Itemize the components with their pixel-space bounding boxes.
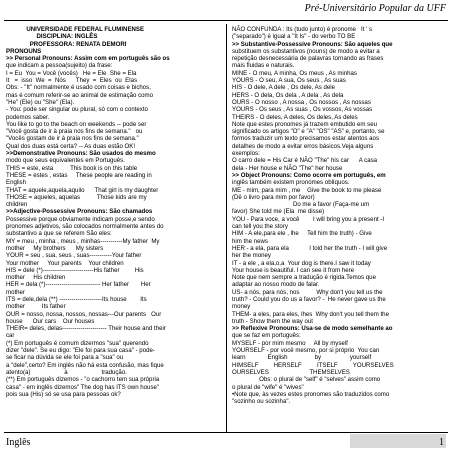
text-line: YOU - Para voce, a você I will bring you a present -I (232, 215, 385, 223)
text-line: casa" - em inglês dizemos" The dog has ITS own house" (6, 383, 160, 391)
text-line: "He" (Ele) ou "She" (Ela). (6, 98, 75, 106)
text-line: dela - Her house e NÃO "The" her house (232, 164, 343, 172)
text-line: I = Eu You = Você (vocês) He = Ele She = Ela (6, 69, 137, 77)
text-line: IT - a ele , a ela,o,a Your dog is there.I saw it today (232, 259, 371, 267)
text-line: substituem os substantivos (nouns) de modo a evitar a (232, 47, 380, 55)
text-line: formos traduzir um texto precisamos estar atentos aos (232, 135, 379, 143)
text-line: OURS - O nosso , A nossa , Os nossos , As nossas (232, 98, 371, 106)
text-line: OUR = nosso, nossa, nossos, nossas---Our parents Our (6, 310, 162, 318)
text-line: (**) Em português dizemos - "o cachorro tem sua própria (6, 376, 160, 384)
text-line: Obs: o plural de "self" é "selves" assim como (232, 376, 381, 384)
page-number: 1 (439, 437, 444, 448)
text-line: THEM- a eles, para eles, lhes Why don't you tell them the (232, 310, 389, 318)
text-line: mas é comum referir-se ao animal de estimação como (6, 91, 153, 99)
text-line: Do me a favor (Faça-me um (232, 201, 370, 209)
text-line: money (232, 303, 251, 311)
text-line: car (6, 332, 15, 340)
footer-subject: Inglês (6, 437, 31, 448)
text-line: dizer "dele". Se eu digo: "Ele foi para sua casa" - pode- (6, 347, 155, 355)
text-line: Your house is beautiful. I can see it from here (232, 266, 355, 274)
text-line: YOURS - Os seus , As suas , Os vossos, As vossas (232, 106, 373, 114)
text-line: mother His children (6, 274, 66, 282)
text-line: English (6, 179, 26, 187)
text-line: ITS = dele,dela (**) ---------------------Its house Its (6, 295, 147, 303)
text-line: O carro dele = His Car é NÃO "The" his car A casa (232, 157, 378, 165)
text-line: favor) She told me (Ela me disse) (232, 208, 325, 216)
text-line: mother (6, 288, 25, 296)
text-line: (Dê o livro para mim por favor) (232, 193, 315, 201)
text-line: THIS = este, esta This book is on this table (6, 164, 138, 172)
text-line: (*) Em português é comum dizermos "sua" querendo (6, 339, 149, 347)
page-footer (0, 435, 452, 452)
text-line: significado os artigos "O" e "A" "OS" "AS" e, portanto, se (232, 128, 385, 136)
text-line: UNIVERSIDADE FEDERAL FLUMINENSE (6, 26, 145, 33)
text-line: se ficar na dúvida se ele foi para a "sua" ou (6, 354, 124, 362)
text-line: HIS = dele (*)-------------------------His father His (6, 266, 144, 274)
text-line: mother My brothers My sisters (6, 244, 104, 252)
page-header (0, 0, 452, 20)
text-line: repetição desnecessária de palavras tornando as frases (232, 55, 384, 63)
text-line: learn English by yourself (232, 354, 372, 362)
text-line: "Você gosta de ir à praia nos fins de semana." ou (6, 128, 143, 136)
text-line: podemos saber. (6, 113, 50, 121)
text-line: THEIR= deles, delas---------------------- Their house and their (6, 325, 166, 333)
header-rule (4, 20, 448, 21)
text-line: him the news (232, 237, 268, 245)
text-line: Obs: - "It" normalmente é usado com coisas e bichos, (6, 84, 151, 92)
text-line: DISCIPLINA: INGLÊS (6, 33, 98, 41)
text-line: YOUR = seu , sua, seus , suas-----------Your father (6, 252, 142, 260)
text-line: YOURS - O seu, A sua, Os seus , As suas (232, 77, 346, 85)
text-line: que se faz em português: (232, 332, 301, 340)
text-line: >>Demonstrative Pronouns: São usados do mesmo (6, 150, 156, 158)
text-line: truth - Show them the way out (232, 317, 313, 325)
text-line: MINE - O meu, A minha, Os meus , As minhas (232, 69, 357, 77)
text-line: Qual dos duas está certa? -- As duas estão OK! (6, 142, 136, 150)
text-line: HIM - A ele,para ele , lhe Tell him the truth) - Give (232, 230, 372, 238)
text-line: can tell you the story (232, 223, 288, 231)
text-line: pronomes adjetivos, são colocados normalmente antes do (6, 223, 164, 231)
text-line: >> Object Pronouns: Como ocorre em português, em (232, 171, 386, 179)
text-line: detalhes de modo a evitar erros básicos.Veja alguns (232, 142, 374, 150)
text-line: HERS - O dela, Os dela , A dela , As dela (232, 91, 344, 99)
text-line: >> Personal Pronouns: Assim com em português são os (6, 55, 170, 63)
text-line: PRONOUNS (6, 47, 42, 55)
text-line: NÃO CONFUNDA : Its (tudo junto) é pronome It ' s (232, 26, 373, 33)
text-line: adaptar ao nosso modo de falar. (232, 281, 320, 289)
text-line: THESE = estes , estas These people are reading in (6, 171, 152, 179)
text-line: Your mother Your parents Your children (6, 259, 124, 267)
text-line: It = isso We = Nós They = Eles ou Elas (6, 77, 138, 85)
text-line: exemplos: (232, 150, 260, 158)
text-line: PROFESSORA: RENATA DEMORI (6, 40, 127, 48)
text-line: Note que estes pronomes já trazem embutido em seu (232, 120, 377, 128)
text-line: substantivo a que se referem São eles: (6, 230, 112, 238)
text-line: pois sua (His) só se usa para pessoas ok? (6, 390, 121, 398)
text-line: a "dele",certo? Em inglês não há esta confusão, mas fique (6, 361, 164, 369)
text-line: que indicam a pessoa(sujeito) da frase: (6, 62, 113, 70)
text-line: mais fluidas e naturais. (232, 62, 295, 70)
text-line: house Our cars Our houses (6, 317, 95, 325)
text-line: Note que nem sempre a tradução é rigida.Temos que (232, 274, 376, 282)
text-line: Possessive porque obviamente indicam posse,e sendo (6, 215, 155, 223)
text-line: atento(a) à tradução. (6, 368, 127, 376)
text-line: truth? - Could you do us a favor? - He never gave us the (232, 295, 386, 303)
text-line: her the money (232, 252, 271, 260)
text-line: inglês também existem pronomes oblíquos. (232, 179, 350, 187)
text-line: HER = dela (*)--------------------------- Her father Her (6, 281, 151, 289)
text-line: ("separado") é igual a "It Is" - do verbo TO BE (232, 33, 356, 41)
text-line: children (6, 201, 28, 209)
text-line: - You: pode ser singular ou plural, só com o contexto (6, 106, 148, 114)
text-line: HIMSELF HERSELF ITSELF YOURSELVES (232, 361, 394, 369)
text-line: OURSELVES THEMSELVES (232, 368, 350, 376)
text-line: mother Its father (6, 303, 66, 311)
text-line: ME - mim, para mim , me Give the book to me please (232, 186, 382, 194)
footer-rule (4, 432, 448, 433)
text-line: o plural de "wife" é "wives" (232, 383, 304, 391)
text-line: "Vocês gostam de ir à praia nos fins de semana." (6, 135, 139, 143)
text-line: "sozinho ou sozinha". (232, 398, 291, 406)
text-line: >> Reflexive Pronouns: Usa-se de modo semelhante ao (232, 325, 393, 333)
text-line: THAT = aquele,aquela,aquilo That girl is my daughter (6, 186, 159, 194)
text-line: THOSE = aqueles, aquelas Those kids are my (6, 193, 147, 201)
text-line: >>Adjective-Possessive Pronouns: São chamados (6, 208, 153, 216)
text-line: US- a nós, para nós, nos Why don't you tell us the (232, 288, 383, 296)
text-line: MYSELF - por mim mesmo All by myself (232, 339, 348, 347)
text-line: HER - a ela, para ela I told her the truth - I will give (232, 244, 388, 252)
text-line: You like to go to the beach on weekends -- pode ser (6, 120, 147, 128)
column-divider (226, 24, 227, 432)
text-line: THEIRS - O deles, A deles, Os deles, As deles (232, 113, 358, 121)
left-column (6, 26, 218, 398)
text-line: •Note que, às vezes estes pronomes são traduzidos como (232, 390, 390, 398)
text-line: HIS - O dele, A dele , Os dele, As dele (232, 84, 335, 92)
text-line: >> Substantive-Possessive Pronouns: São aqueles que (232, 40, 393, 48)
text-line: MY = meu , minha , meus , minhas-----------My father My (6, 237, 160, 245)
text-line: modo que seus equivalentes em Português. (6, 157, 125, 165)
right-column (232, 26, 444, 405)
header-title: Pré-Universitário Popular da UFF (304, 3, 446, 14)
text-line: YOURSELF - por você mesmo, por si próprio You can (232, 347, 380, 355)
